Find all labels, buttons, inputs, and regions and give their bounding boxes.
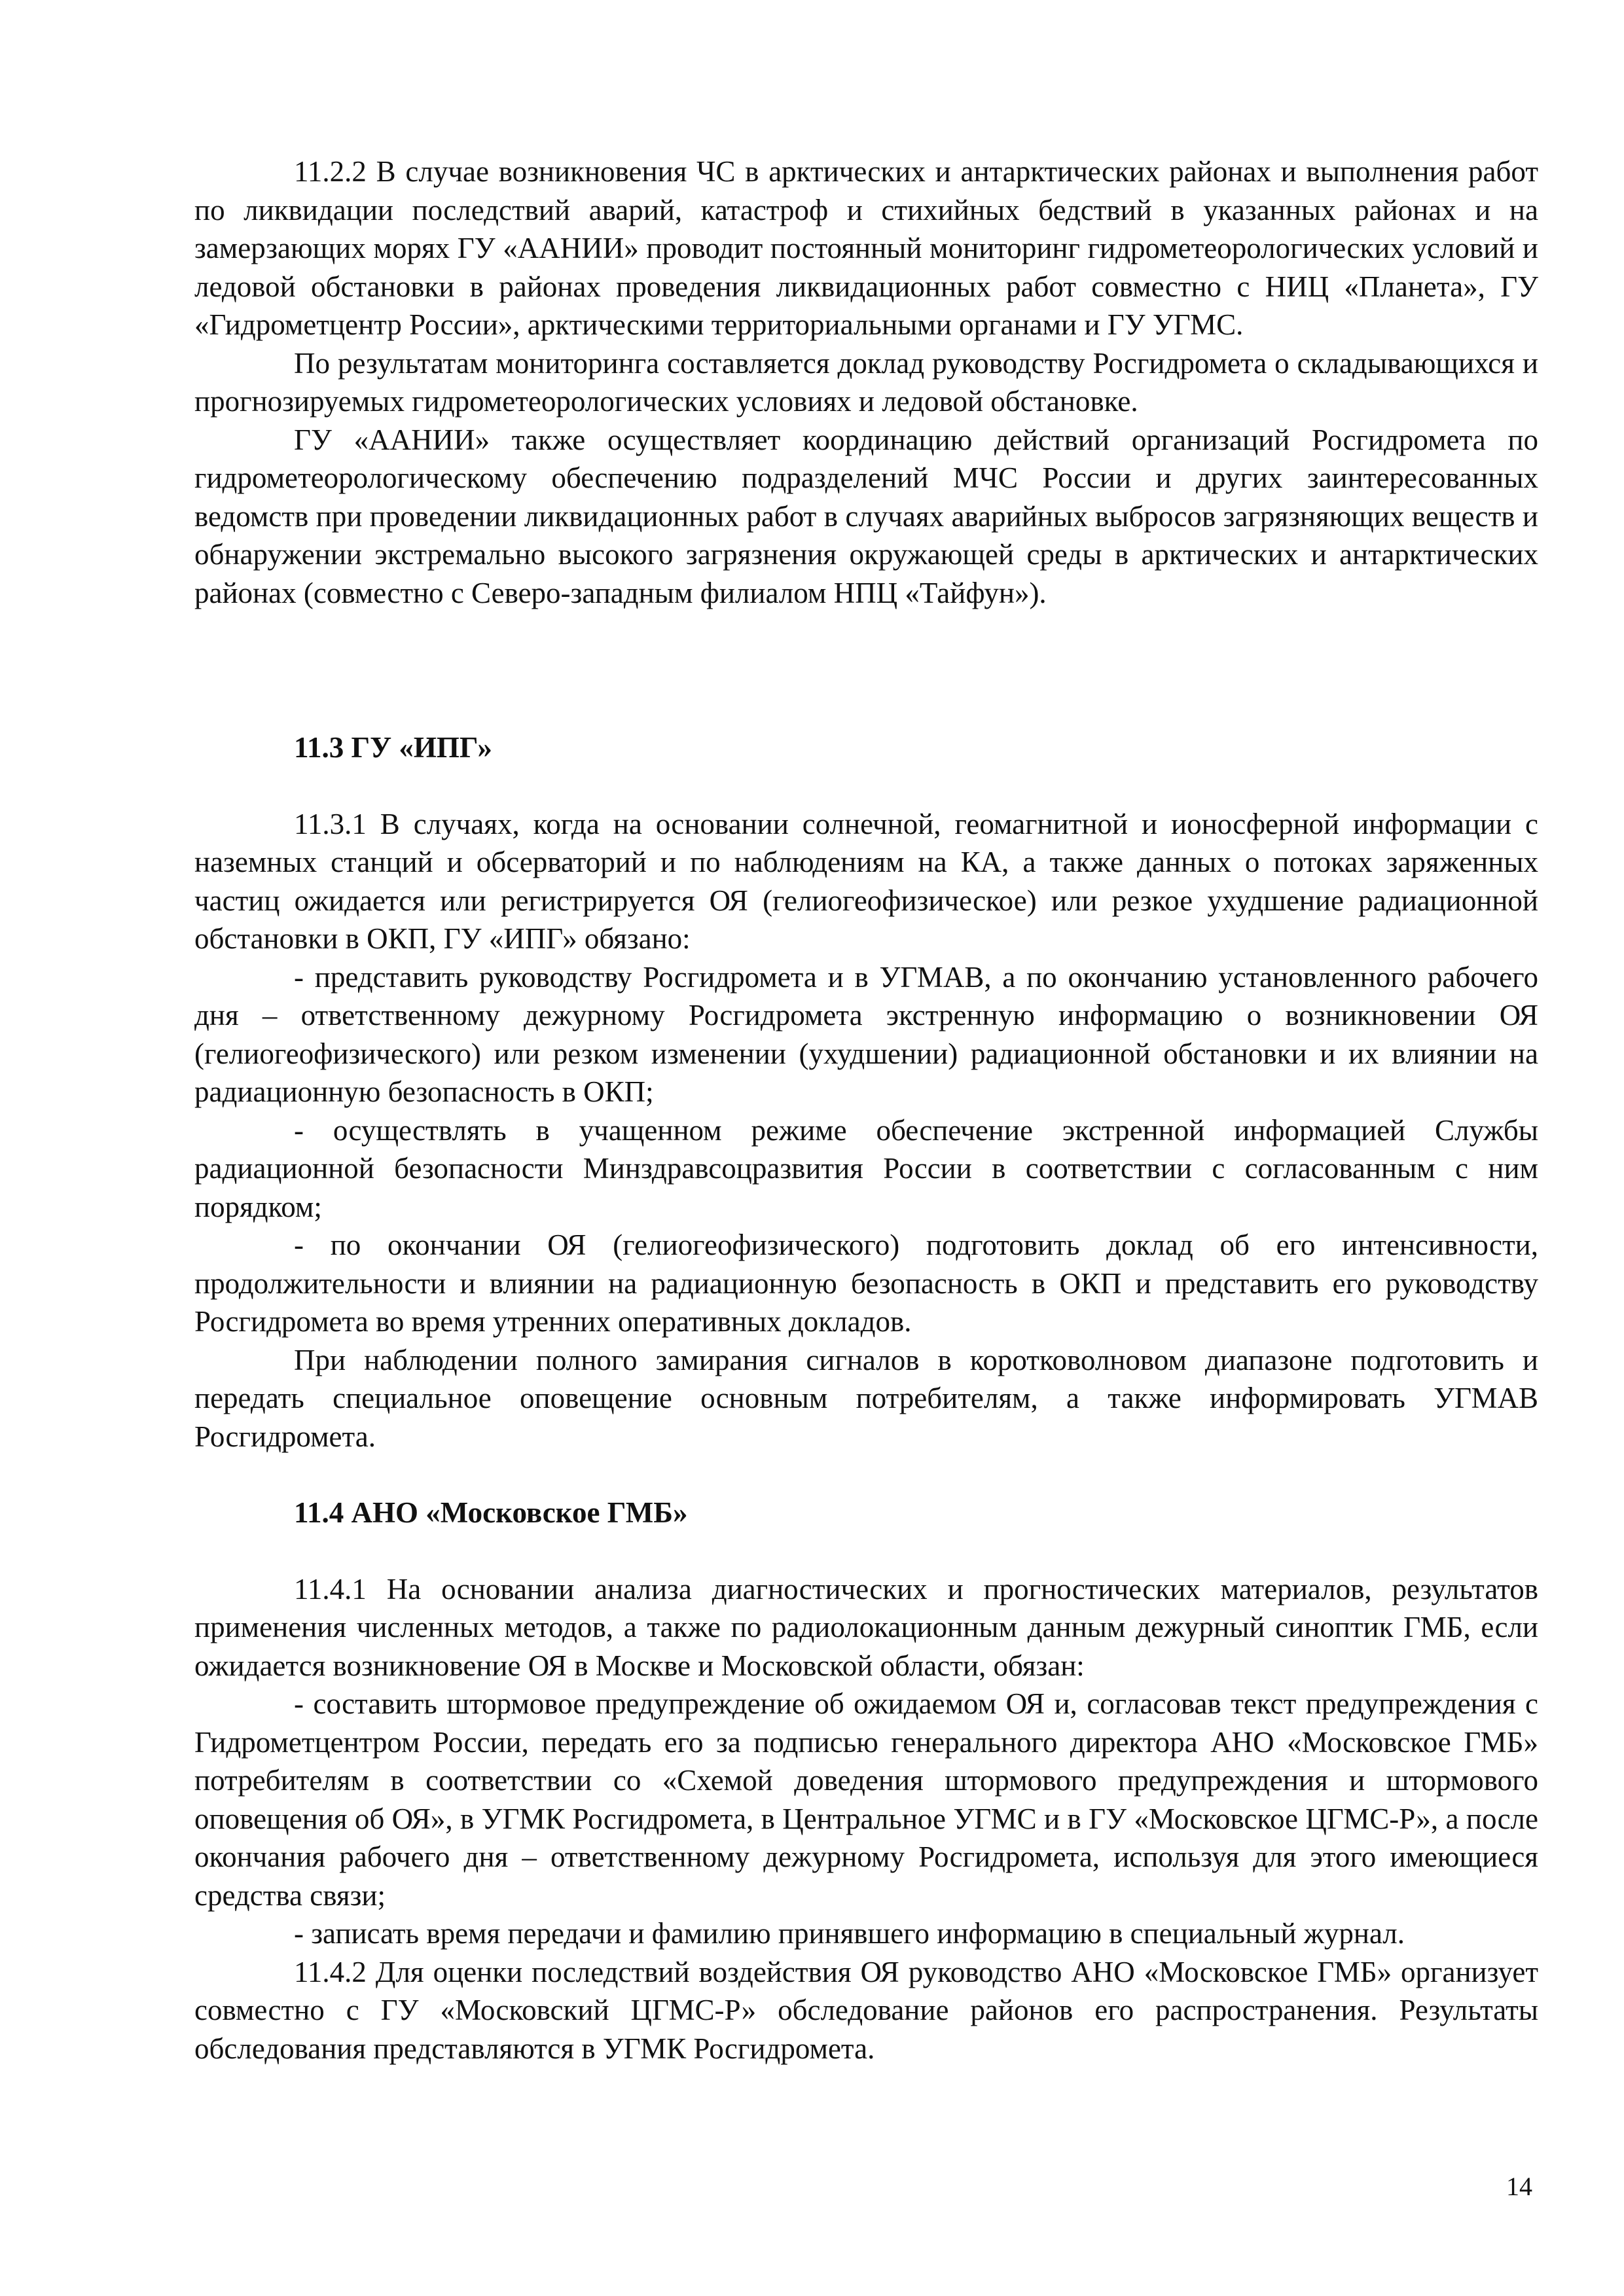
list-item-intensity-report: - по окончании ОЯ (гелиогеофизического) подготовить доклад об его интенсивности, продолжительности и влиянии на радиационную безопасность в ОКП и представить его руководству Росгидромета во время утренних оперативных докладов. <box>194 1229 1538 1338</box>
paragraph-monitoring-report: По результатам мониторинга составляется доклад руководству Росгидромета о складывающихся и прогнозируемых гидрометеорологических условиях и ледовой обстановке. <box>194 346 1538 418</box>
section-heading-11-3: 11.3 ГУ «ИПГ» <box>294 731 492 764</box>
spacer <box>194 767 1538 805</box>
page-number: 14 <box>1506 2172 1532 2201</box>
page-body <box>194 152 1538 2068</box>
spacer <box>194 1456 1538 1494</box>
spacer <box>194 612 1538 728</box>
list-item-report-to-management: - представить руководству Росгидромета и в УГМАВ, а по окончанию установленного рабочего дня – ответственному дежурному Росгидромета экстренную информацию о возникновении ОЯ (гелиогеофизического) или резком изменении (ухудшении) радиационной обстановки и их влиянии на радиационную безопасность в ОКП; <box>194 960 1538 1108</box>
list-item-record-journal: - записать время передачи и фамилию принявшего информацию в специальный журнал. <box>294 1917 1405 1950</box>
list-item-storm-warning: - составить штормовое предупреждение об ожидаемом ОЯ и, согласовав текст предупреждения с Гидрометцентром России, передать его за подписью генерального директора АНО «Московское ГМБ» потребителям в соответствии со «Схемой доведения штормового предупреждения и штормового оповещения об ОЯ», в УГМК Росгидромета, в Центральное УГМС и в ГУ «Московское ЦГМС-Р», а после окончания рабочего дня – ответственному дежурному Росгидромета, используя для этого имеющиеся средства связи; <box>194 1687 1538 1912</box>
paragraph-11-4-2: 11.4.2 Для оценки последствий воздействия ОЯ руководство АНО «Московское ГМБ» организует совместно с ГУ «Московский ЦГМС-Р» обследование районов его распространения. Результаты обследования представляются в УГМК Росгидромета. <box>194 1955 1538 2065</box>
paragraph-11-2-2: 11.2.2 В случае возникновения ЧС в арктических и антарктических районах и выполнения работ по ликвидации последствий аварий, катастроф и стихийных бедствий в указанных районах и на замерзающих морях ГУ «ААНИИ» проводит постоянный мониторинг гидрометеорологических условий и ледовой обстановки в районах проведения ликвидационных работ совместно с НИЦ «Планета», ГУ «Гидрометцентр России», арктическими территориальными органами и ГУ УГМС. <box>194 155 1538 341</box>
paragraph-aanii-coordination: ГУ «ААНИИ» также осуществляет координацию действий организаций Росгидромета по гидрометеорологическому обеспечению подразделений МЧС России и других заинтересованных ведомств при проведении ликвидационных работ в случаях аварийных выбросов загрязняющих веществ и обнаружении экстремально высокого загрязнения окружающей среды в арктических и антарктических районах (совместно с Северо-западным филиалом НПЦ «Тайфун»). <box>194 423 1538 609</box>
paragraph-11-4-1: 11.4.1 На основании анализа диагностических и прогностических материалов, результатов применения численных методов, а также по радиолокационным данным дежурный синоптик ГМБ, если ожидается возникновение ОЯ в Москве и Московской области, обязан: <box>194 1572 1538 1682</box>
spacer <box>194 1532 1538 1570</box>
section-heading-11-4: 11.4 АНО «Московское ГМБ» <box>294 1496 688 1529</box>
paragraph-11-3-1: 11.3.1 В случаях, когда на основании солнечной, геомагнитной и ионосферной информации с наземных станций и обсерваторий и по наблюдениям на КА, а также данных о потоках заряженных частиц ожидается или регистрируется ОЯ (гелиогеофизическое) или резкое ухудшение радиационной обстановки в ОКП, ГУ «ИПГ» обязано: <box>194 807 1538 955</box>
paragraph-shortwave-fading: При наблюдении полного замирания сигналов в коротковолновом диапазоне подготовить и передать специальное оповещение основным потребителям, а также информировать УГМАВ Росгидромета. <box>194 1343 1538 1453</box>
list-item-emergency-info: - осуществлять в учащенном режиме обеспечение экстренной информацией Службы радиационной безопасности Минздравсоцразвития России в соответствии с согласованным с ним порядком; <box>194 1113 1538 1223</box>
